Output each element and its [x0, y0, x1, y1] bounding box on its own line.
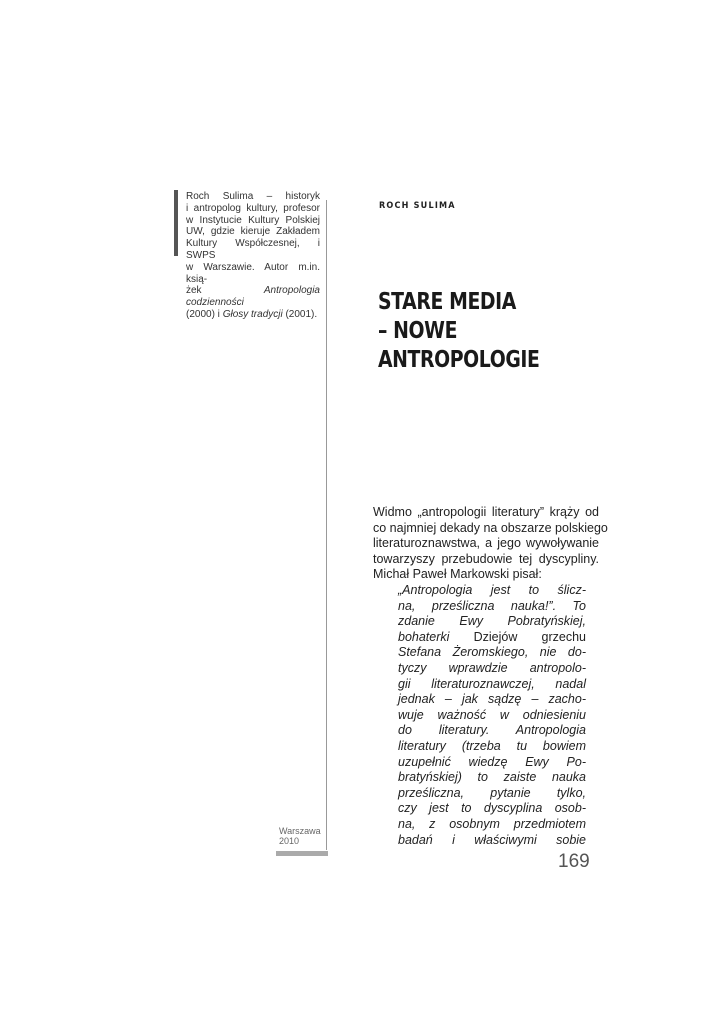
- place-year: 2010: [279, 836, 300, 846]
- author-name: ROCH SULIMA: [379, 201, 456, 211]
- quote-line: jednak – jak sądzę – zacho-: [398, 692, 586, 707]
- bio-line-7: [186, 285, 320, 309]
- quote-line: zdanie Ewy Pobratyńskiej,: [398, 614, 586, 629]
- quote-line: Stefana Żeromskiego, nie do-: [398, 645, 586, 660]
- quote-line: badań i właściwymi sobie: [398, 832, 586, 847]
- quote-line: uzupełnić wiedzę Ewy Po-: [398, 754, 586, 769]
- article-title: [378, 288, 540, 375]
- place-city: Warszawa: [279, 826, 321, 836]
- body-line: Widmo „antropologii literatury” krąży od: [373, 505, 599, 519]
- body-line: co najmniej dekady na obszarze polskiego: [373, 520, 608, 535]
- quote-line: prześliczna, pytanie tylko,: [398, 785, 586, 800]
- quote-line: do literatury. Antropologia: [398, 723, 586, 738]
- column-divider: [326, 200, 327, 850]
- bio-book-title-1: Antropologia codzienności: [186, 285, 320, 309]
- bio-book-title-2: Głosy tradycji: [222, 308, 283, 320]
- body-line: towarzyszy przebudowie tej dyscypliny.: [373, 551, 599, 566]
- quote-line: na, z osobnym przedmiotem: [398, 816, 586, 831]
- bio-line-2: i antropolog kultury, profesor: [186, 202, 320, 214]
- bio-line-7-prefix: żek: [186, 285, 264, 297]
- quote-line: bratyńskiej) to zaiste nauka: [398, 770, 586, 785]
- title-line-1: STARE MEDIA: [378, 289, 516, 315]
- title-line-3: ANTROPOLOGIE: [378, 347, 540, 373]
- bio-line-3: w Instytucie Kultury Polskiej: [186, 214, 320, 226]
- bio-line-8-suffix: (2001).: [282, 308, 318, 320]
- place-date: [279, 826, 321, 846]
- quote-line: literatury (trzeba tu bowiem: [398, 738, 586, 753]
- page-number: 169: [558, 851, 590, 872]
- body-line: literaturoznawstwa, a jego wywoływanie: [373, 536, 599, 551]
- bio-line-6: w Warszawie. Autor m.in. ksią-: [186, 261, 320, 285]
- bio-line-8-prefix: (2000) i: [186, 308, 223, 320]
- bio-line-4: UW, gdzie kieruje Zakładem: [186, 226, 320, 238]
- quote-line: wuje ważność w odniesieniu: [398, 707, 586, 722]
- quote-line: tyczy wprawdzie antropolo-: [398, 660, 586, 675]
- author-bio: [186, 191, 320, 321]
- title-line-2: – NOWE: [378, 318, 458, 344]
- bio-line-8: [186, 309, 320, 321]
- quote-line: czy jest to dyscyplina osob-: [398, 801, 586, 816]
- quote-line: gii literaturoznawczej, nadal: [398, 676, 586, 691]
- block-quote: [398, 583, 586, 848]
- quote-line: „Antropologia jest to ślicz-: [398, 583, 586, 597]
- body-line: Michał Paweł Markowski pisał:: [373, 567, 542, 582]
- sidebar-accent-bar: [174, 190, 178, 256]
- bio-line-5: Kultury Współczesnej, i SWPS: [186, 238, 320, 261]
- book-title-upright: Dziejów grzechu: [473, 629, 586, 644]
- column-divider-foot: [276, 851, 328, 856]
- body-paragraph: [373, 505, 608, 583]
- quote-line: na, prześliczna nauka!”. To: [398, 598, 586, 613]
- quote-line: [398, 630, 586, 646]
- quote-line-4-prefix: bohaterki: [398, 629, 474, 644]
- bio-line-1: Roch Sulima – historyk: [186, 191, 320, 202]
